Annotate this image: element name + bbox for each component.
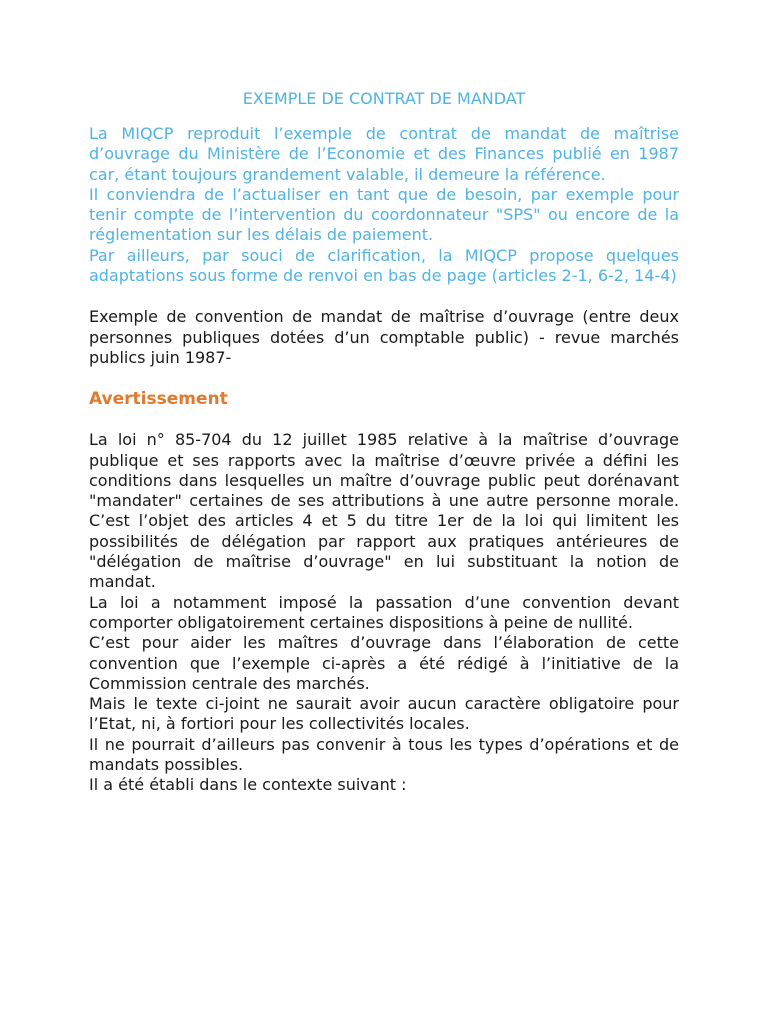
avertissement-paragraph: La loi n° 85-704 du 12 juillet 1985 relative à la maîtrise d’ouvrage publique et ses rapports avec la maîtrise d’œuvre privée a défini les conditions dans lesquelles un maître d’ouvrage public peut dorénavant "mandater" certaines de ses attributions à une autre personne morale. C’est l’objet des articles 4 et 5 du titre 1er de la loi qui limitent les possibilités de délégation par rapport aux pratiques antérieures de "délégation de maîtrise d’ouvrage" en lui substituant la notion de mandat. [89, 430, 679, 592]
convention-section [89, 307, 679, 368]
avertissement-paragraph: C’est pour aider les maîtres d’ouvrage dans l’élaboration de cette convention que l’exemple ci-après a été rédigé à l’initiative de la Commission centrale des marchés. [89, 633, 679, 693]
section-heading: Avertissement [89, 389, 228, 410]
document-page [89, 88, 679, 796]
convention-paragraph: Exemple de convention de mandat de maîtrise d’ouvrage (entre deux personnes publiques dotées d’un comptable public) - revue marchés publics juin 1987- [89, 307, 679, 367]
document-title: EXEMPLE DE CONTRAT DE MANDAT [242, 89, 526, 108]
avertissement-section [89, 430, 679, 795]
avertissement-paragraph: Il a été établi dans le contexte suivant : [89, 775, 407, 795]
intro-paragraph: Il conviendra de l’actualiser en tant que de besoin, par exemple pour tenir compte de l’intervention du coordonnateur "SPS" ou encore de la réglementation sur les délais de paiement. [89, 184, 679, 245]
avertissement-paragraph: Mais le texte ci-joint ne saurait avoir aucun caractère obligatoire pour l’Etat, ni, à fortiori pour les collectivités locales. [89, 694, 679, 734]
intro-paragraph: Par ailleurs, par souci de clarification, la MIQCP propose quelques adaptations sous forme de renvoi en bas de page (articles 2-1, 6-2, 14-4) [89, 245, 679, 286]
intro-section [89, 124, 679, 286]
avertissement-paragraph: Il ne pourrait d’ailleurs pas convenir à tous les types d’opérations et de mandats possibles. [89, 734, 679, 775]
avertissement-paragraph: La loi a notamment imposé la passation d’une convention devant comporter obligatoirement certaines dispositions à peine de nullité. [89, 592, 679, 632]
intro-paragraph: La MIQCP reproduit l’exemple de contrat de mandat de maîtrise d’ouvrage du Ministère de l’Economie et des Finances publié en 1987 car, étant toujours grandement valable, il demeure la référence. [89, 124, 679, 184]
